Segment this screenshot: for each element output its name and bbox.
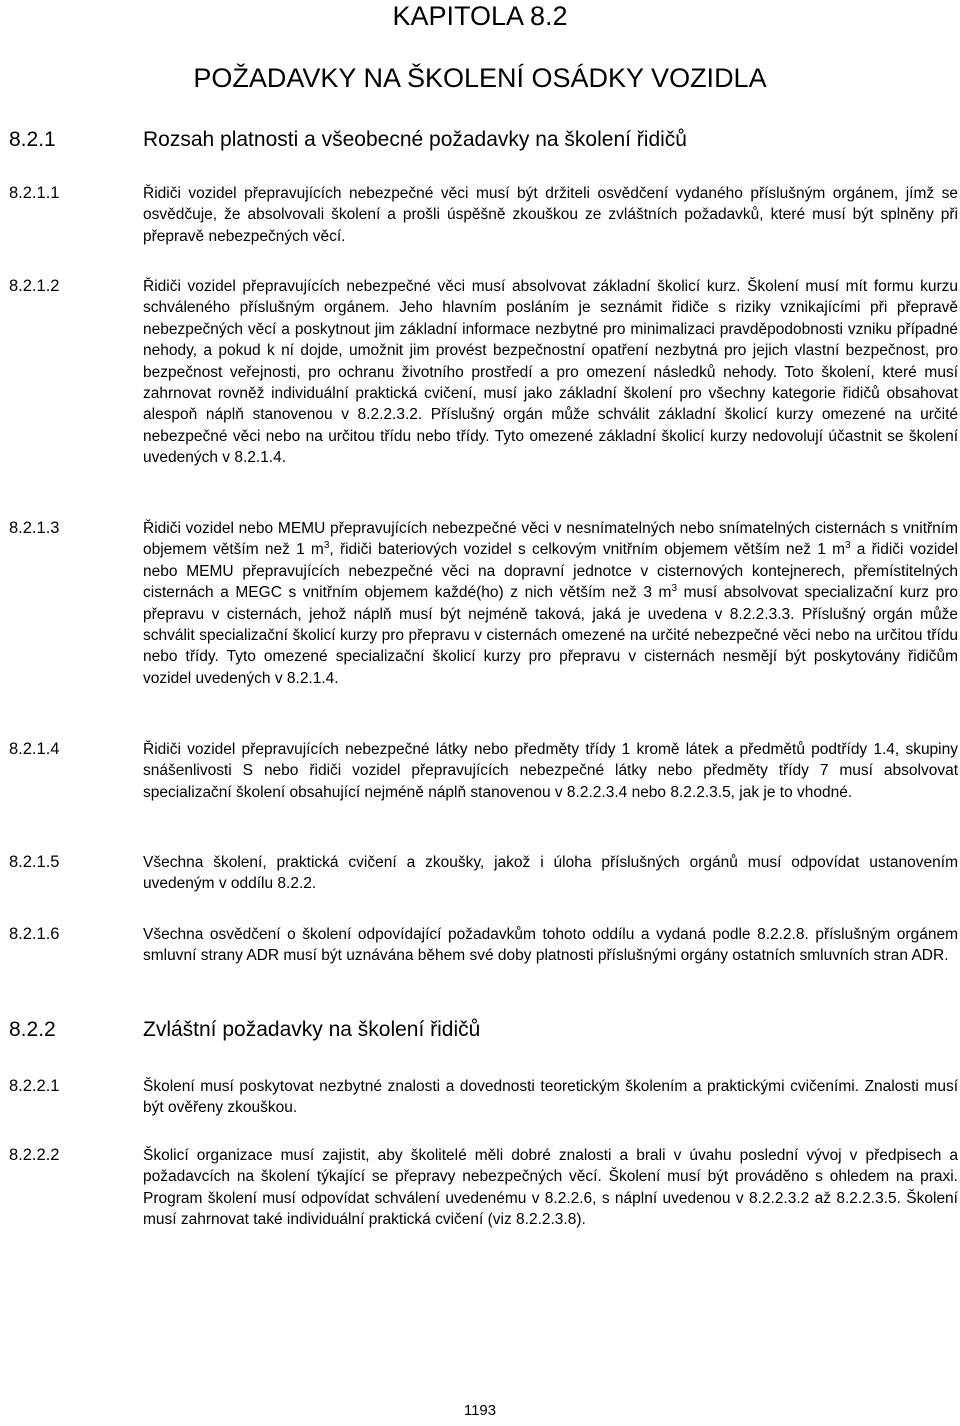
- paragraph-text: Všechna osvědčení o školení odpovídající požadavkům tohoto oddílu a vydaná podle 8.2.2.8. příslušným orgánem smluvní strany ADR musí být uznávána během své doby platnosti příslušnými orgány ostatních smluvních stran ADR.: [143, 926, 958, 965]
- paragraph-text: Řidiči vozidel přepravujících nebezpečné věci musí absolvovat základní školicí kurz. Školení musí mít formu kurzu schváleného příslušným orgánem. Jeho hlavním posláním je seznámit řidiče s riziky vznikajícími při přepravě nebezpečných věcí a poskytnout jim základní informace nezbytné pro minimalizaci pravděpodobnosti vzniku případné nehody, a pokud k ní dojde, umožnit jim provést bezpečnostní opatření nezbytná pro jejich vlastní bezpečnost, pro bezpečnost veřejnosti, pro ochranu životního prostředí a pro omezení následků nehody. Toto školení, které musí zahrnovat rovněž individuální praktická cvičení, musí jako základní školení pro všechny kategorie řidičů obsahovat alespoň náplň stanovenou v 8.2.2.3.2. Příslušný orgán může schválit základní školicí kurzy omezené na určité nebezpečné věci nebo na určitou třídu nebo třídy. Tyto omezené základní školicí kurzy nedovolují účastnit se školení uvedených v 8.2.1.4.: [143, 278, 958, 467]
- superscript: 3: [845, 540, 851, 552]
- paragraph-8-2-2-2: [9, 1145, 958, 1231]
- text-run: musí absolvovat specializační kurz pro přepravu v cisternách, jehož náplň musí být nejméně taková, jaká je uvedena v 8.2.2.3.3. Příslušný orgán může schválit specializační školicí kurzy pro přepravu v cisternách omezené na určité nebezpečné věci nebo na určitou třídu nebo třídy. Tyto omezené specializační školicí kurzy pro přepravu v cisternách nesmějí být poskytovány řidičům vozidel uvedených v 8.2.1.4.: [143, 584, 958, 687]
- paragraph-text: Řidiči vozidel přepravujících nebezpečné látky nebo předměty třídy 1 kromě látek a předmětů podtřídy 1.4, skupiny snášenlivosti S nebo řidiči vozidel přepravujících nebezpečné látky nebo předměty třídy 7 musí absolvovat specializační školení obsahující nejméně náplň stanovenou v 8.2.2.3.4 nebo 8.2.2.3.5, jak je to vhodné.: [143, 741, 958, 801]
- paragraph-number: 8.2.1.3: [9, 519, 60, 537]
- paragraph-8-2-1-6: [9, 924, 958, 967]
- section-title: Zvláštní požadavky na školení řidičů: [143, 1018, 481, 1041]
- paragraph-number: 8.2.2.2: [9, 1146, 60, 1164]
- paragraph-number: 8.2.1.4: [9, 740, 60, 758]
- paragraph-8-2-2-1: [9, 1076, 958, 1119]
- paragraph-8-2-1-4: [9, 739, 958, 803]
- paragraph-text: Všechna školení, praktická cvičení a zkoušky, jakož i úloha příslušných orgánů musí odpovídat ustanovením uvedeným v oddílu 8.2.2.: [143, 854, 958, 893]
- section-number: 8.2.1: [9, 128, 56, 151]
- paragraph-number: 8.2.2.1: [9, 1077, 60, 1095]
- text-run: , řidiči bateriových vozidel s celkovým vnitřním objemem větším než 1 m: [329, 541, 845, 559]
- superscript: 3: [323, 540, 330, 552]
- paragraph-text: Řidiči vozidel přepravujících nebezpečné věci musí být držiteli osvědčení vydaného příslušným orgánem, jímž se osvědčuje, že absolvovali školení a prošli úspěšně zkouškou ze zvláštních požadavků, které musí být splněny při přepravě nebezpečných věcí.: [143, 185, 958, 245]
- text-run: Řidiči vozidel nebo MEMU přepravujících nebezpečné věci v nesnímatelných nebo snímatelných cisternách s vnitřním objemem větším než 1 m: [143, 520, 958, 559]
- page-number: 1193: [463, 1402, 497, 1419]
- chapter-title: KAPITOLA 8.2: [392, 1, 568, 31]
- text-run: a řidiči vozidel nebo MEMU přepravujících nebezpečné věci na dopravní jednotce v cisternových kontejnerech, přemístitelných cisternách a MEGC s vnitřním objemem každé(ho) z nich větším než 3 m: [143, 541, 958, 602]
- paragraph-8-2-1-3: [9, 518, 958, 689]
- chapter-subtitle: POŽADAVKY NA ŠKOLENÍ OSÁDKY VOZIDLA: [193, 63, 767, 93]
- paragraph-number: 8.2.1.1: [9, 184, 60, 202]
- paragraph-number: 8.2.1.2: [9, 277, 60, 295]
- paragraph-8-2-1-5: [9, 852, 958, 895]
- paragraph-8-2-1-2: [9, 276, 958, 469]
- superscript: 3: [671, 583, 678, 595]
- section-title: Rozsah platnosti a všeobecné požadavky na školení řidičů: [143, 128, 687, 151]
- paragraph-number: 8.2.1.5: [9, 853, 60, 871]
- paragraph-text: Školicí organizace musí zajistit, aby školitelé měli dobré znalosti a brali v úvahu poslední vývoj v předpisech a požadavcích na školení týkající se přepravy nebezpečných věcí. Školení musí být prováděno s ohledem na praxi. Program školení musí odpovídat schválení uvedenému v 8.2.2.6, s náplní uvedenou v 8.2.2.3.2 až 8.2.2.3.5. Školení musí zahrnovat také individuální praktická cvičení (viz 8.2.2.3.8).: [143, 1147, 958, 1229]
- paragraph-number: 8.2.1.6: [9, 925, 60, 943]
- paragraph-text: [143, 518, 958, 689]
- section-number: 8.2.2: [9, 1018, 56, 1041]
- paragraph-text: Školení musí poskytovat nezbytné znalosti a dovednosti teoretickým školením a praktickými cvičeními. Znalosti musí být ověřeny zkouškou.: [143, 1078, 958, 1117]
- paragraph-8-2-1-1: [9, 183, 958, 247]
